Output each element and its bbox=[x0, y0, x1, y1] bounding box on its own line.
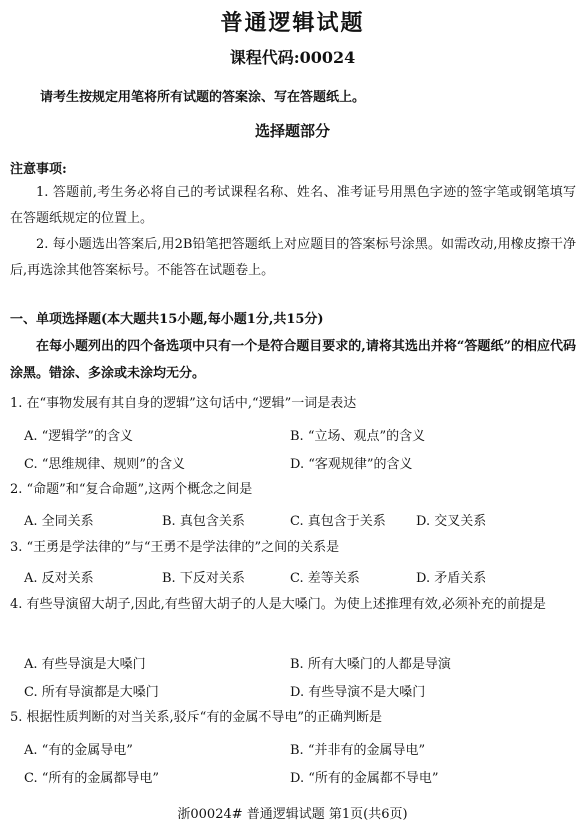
question-4-option-c: C. 所有导演都是大嗓门 bbox=[24, 685, 159, 700]
question-5-stem: 5. 根据性质判断的对当关系,驳斥“有的金属不导电”的正确判断是 bbox=[10, 710, 382, 725]
part-one-title: 一、单项选择题(本大题共15小题,每小题1分,共15分) bbox=[10, 312, 324, 327]
question-2-stem: 2. “命题”和“复合命题”,这两个概念之间是 bbox=[10, 482, 253, 497]
question-5-option-b: B. “并非有的金属导电” bbox=[290, 743, 426, 758]
question-4-option-b: B. 所有大嗓门的人都是导演 bbox=[290, 657, 451, 672]
question-1-option-c: C. “思维规律、规则”的含义 bbox=[24, 457, 186, 472]
question-2-option-c: C. 真包含于关系 bbox=[290, 514, 386, 529]
question-4-option-d: D. 有些导演不是大嗓门 bbox=[290, 685, 426, 700]
note-item-1: 1. 答题前,考生务必将自己的考试课程名称、姓名、准考证号用黑色字迹的签字笔或钢笔填写在答题纸规定的位置上。 bbox=[10, 185, 576, 226]
question-5-option-a: A. “有的金属导电” bbox=[24, 743, 133, 758]
question-3-stem: 3. “王勇是学法律的”与“王勇不是学法律的”之间的关系是 bbox=[10, 540, 340, 555]
exam-title: 普通逻辑试题 bbox=[220, 10, 365, 36]
note-item-2: 2. 每小题选出答案后,用2B铅笔把答题纸上对应题目的答案标号涂黑。如需改动,用橡皮擦干净后,再选涂其他答案标号。不能答在试题卷上。 bbox=[10, 237, 576, 278]
section-title: 选择题部分 bbox=[254, 122, 330, 140]
notes-title: 注意事项: bbox=[10, 162, 67, 177]
question-3-option-c: C. 差等关系 bbox=[290, 571, 360, 586]
question-2-option-b: B. 真包含关系 bbox=[162, 514, 245, 529]
question-3-option-d: D. 矛盾关系 bbox=[416, 571, 487, 586]
question-4-stem: 4. 有些导演留大胡子,因此,有些留大胡子的人是大嗓门。为使上述推理有效,必须补充的前提是 bbox=[10, 597, 546, 612]
question-3-option-b: B. 下反对关系 bbox=[162, 571, 245, 586]
question-2-option-d: D. 交叉关系 bbox=[416, 514, 487, 529]
question-2-option-a: A. 全同关系 bbox=[24, 514, 94, 529]
question-1-option-a: A. “逻辑学”的含义 bbox=[24, 429, 133, 444]
course-code: 课程代码:00024 bbox=[229, 48, 356, 67]
question-1-option-d: D. “客观规律”的含义 bbox=[290, 457, 413, 472]
part-one-description: 在每小题列出的四个备选项中只有一个是符合题目要求的,请将其选出并将“答题纸”的相应代码涂黑。错涂、多涂或未涂均无分。 bbox=[10, 339, 576, 381]
question-3-option-a: A. 反对关系 bbox=[24, 571, 94, 586]
question-1-option-b: B. “立场、观点”的含义 bbox=[290, 429, 426, 444]
question-5-option-d: D. “所有的金属都不导电” bbox=[290, 771, 439, 786]
page-footer: 浙00024# 普通逻辑试题 第1页(共6页) bbox=[177, 807, 408, 822]
question-5-option-c: C. “所有的金属都导电” bbox=[24, 771, 160, 786]
question-4-option-a: A. 有些导演是大嗓门 bbox=[24, 657, 146, 672]
exam-instruction: 请考生按规定用笔将所有试题的答案涂、写在答题纸上。 bbox=[40, 90, 366, 105]
question-1-stem: 1. 在“事物发展有其自身的逻辑”这句话中,“逻辑”一词是表达 bbox=[10, 396, 357, 411]
